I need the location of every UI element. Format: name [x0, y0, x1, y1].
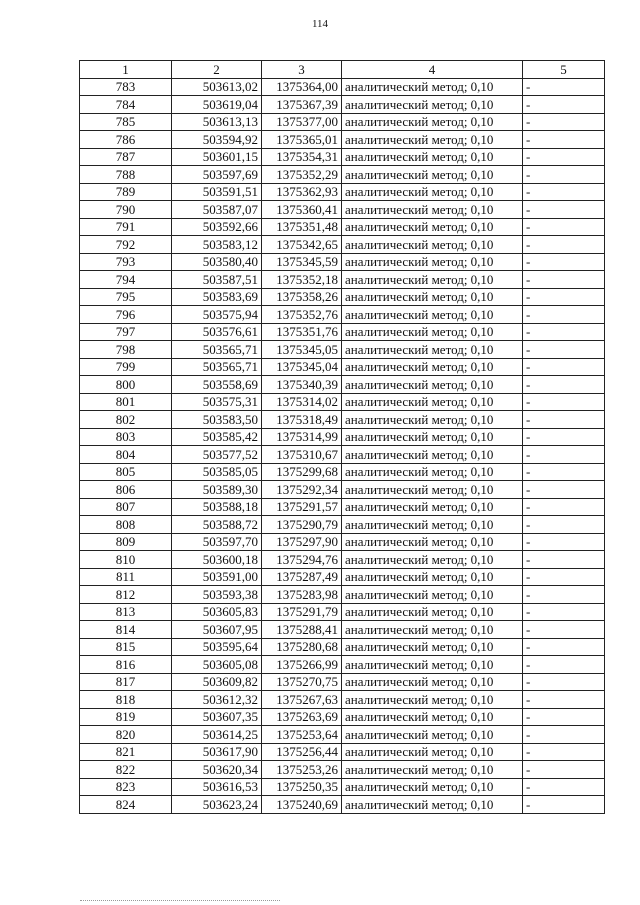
y-coordinate-cell: 1375377,00: [262, 113, 342, 131]
x-coordinate-cell: 503576,61: [172, 323, 262, 341]
method-accuracy-cell: аналитический метод; 0,10: [342, 761, 523, 779]
table-row: [80, 183, 605, 201]
point-number-cell: 811: [80, 568, 172, 586]
x-coordinate-cell: 503587,07: [172, 201, 262, 219]
x-coordinate-cell: 503589,30: [172, 481, 262, 499]
y-coordinate-cell: 1375318,49: [262, 411, 342, 429]
x-coordinate-cell: 503607,95: [172, 621, 262, 639]
note-cell: -: [523, 463, 605, 481]
y-coordinate-cell: 1375352,29: [262, 166, 342, 184]
y-coordinate-cell: 1375351,48: [262, 218, 342, 236]
page-number: 114: [311, 18, 329, 30]
method-accuracy-cell: аналитический метод; 0,10: [342, 323, 523, 341]
point-number-cell: 812: [80, 586, 172, 604]
note-cell: -: [523, 778, 605, 796]
x-coordinate-cell: 503583,69: [172, 288, 262, 306]
method-accuracy-cell: аналитический метод; 0,10: [342, 551, 523, 569]
table-row: [80, 428, 605, 446]
table-header: [80, 61, 605, 79]
y-coordinate-cell: 1375364,00: [262, 78, 342, 96]
header-col-5: 5: [523, 61, 605, 79]
table-row: [80, 656, 605, 674]
point-number-cell: 804: [80, 446, 172, 464]
method-accuracy-cell: аналитический метод; 0,10: [342, 533, 523, 551]
note-cell: -: [523, 341, 605, 359]
point-number-cell: 823: [80, 778, 172, 796]
table-row: [80, 218, 605, 236]
note-cell: -: [523, 691, 605, 709]
table-body: [80, 78, 605, 813]
y-coordinate-cell: 1375287,49: [262, 568, 342, 586]
y-coordinate-cell: 1375250,35: [262, 778, 342, 796]
note-cell: -: [523, 78, 605, 96]
note-cell: -: [523, 568, 605, 586]
point-number-cell: 821: [80, 743, 172, 761]
y-coordinate-cell: 1375253,64: [262, 726, 342, 744]
point-number-cell: 802: [80, 411, 172, 429]
note-cell: -: [523, 393, 605, 411]
point-number-cell: 824: [80, 796, 172, 814]
note-cell: -: [523, 236, 605, 254]
method-accuracy-cell: аналитический метод; 0,10: [342, 638, 523, 656]
table-row: [80, 288, 605, 306]
y-coordinate-cell: 1375358,26: [262, 288, 342, 306]
x-coordinate-cell: 503600,18: [172, 551, 262, 569]
method-accuracy-cell: аналитический метод; 0,10: [342, 288, 523, 306]
method-accuracy-cell: аналитический метод; 0,10: [342, 516, 523, 534]
point-number-cell: 813: [80, 603, 172, 621]
point-number-cell: 799: [80, 358, 172, 376]
header-col-3: 3: [262, 61, 342, 79]
y-coordinate-cell: 1375365,01: [262, 131, 342, 149]
table-row: [80, 376, 605, 394]
point-number-cell: 805: [80, 463, 172, 481]
x-coordinate-cell: 503595,64: [172, 638, 262, 656]
point-number-cell: 787: [80, 148, 172, 166]
note-cell: -: [523, 183, 605, 201]
x-coordinate-cell: 503588,72: [172, 516, 262, 534]
table-row: [80, 586, 605, 604]
point-number-cell: 819: [80, 708, 172, 726]
table-row: [80, 603, 605, 621]
point-number-cell: 822: [80, 761, 172, 779]
method-accuracy-cell: аналитический метод; 0,10: [342, 131, 523, 149]
table-row: [80, 463, 605, 481]
note-cell: -: [523, 656, 605, 674]
method-accuracy-cell: аналитический метод; 0,10: [342, 621, 523, 639]
table-row: [80, 271, 605, 289]
y-coordinate-cell: 1375299,68: [262, 463, 342, 481]
note-cell: -: [523, 271, 605, 289]
table-row: [80, 236, 605, 254]
y-coordinate-cell: 1375253,26: [262, 761, 342, 779]
method-accuracy-cell: аналитический метод; 0,10: [342, 236, 523, 254]
y-coordinate-cell: 1375294,76: [262, 551, 342, 569]
point-number-cell: 803: [80, 428, 172, 446]
point-number-cell: 794: [80, 271, 172, 289]
header-col-1: 1: [80, 61, 172, 79]
note-cell: -: [523, 306, 605, 324]
note-cell: -: [523, 551, 605, 569]
point-number-cell: 808: [80, 516, 172, 534]
point-number-cell: 816: [80, 656, 172, 674]
table-row: [80, 446, 605, 464]
y-coordinate-cell: 1375314,02: [262, 393, 342, 411]
note-cell: -: [523, 218, 605, 236]
table-row: [80, 411, 605, 429]
table-row: [80, 498, 605, 516]
method-accuracy-cell: аналитический метод; 0,10: [342, 428, 523, 446]
point-number-cell: 818: [80, 691, 172, 709]
header-col-4: 4: [342, 61, 523, 79]
y-coordinate-cell: 1375351,76: [262, 323, 342, 341]
x-coordinate-cell: 503575,94: [172, 306, 262, 324]
x-coordinate-cell: 503558,69: [172, 376, 262, 394]
x-coordinate-cell: 503593,38: [172, 586, 262, 604]
note-cell: -: [523, 726, 605, 744]
point-number-cell: 784: [80, 96, 172, 114]
y-coordinate-cell: 1375263,69: [262, 708, 342, 726]
table-row: [80, 568, 605, 586]
x-coordinate-cell: 503580,40: [172, 253, 262, 271]
y-coordinate-cell: 1375345,05: [262, 341, 342, 359]
note-cell: -: [523, 358, 605, 376]
method-accuracy-cell: аналитический метод; 0,10: [342, 393, 523, 411]
y-coordinate-cell: 1375283,98: [262, 586, 342, 604]
note-cell: -: [523, 446, 605, 464]
x-coordinate-cell: 503612,32: [172, 691, 262, 709]
note-cell: -: [523, 743, 605, 761]
y-coordinate-cell: 1375352,76: [262, 306, 342, 324]
x-coordinate-cell: 503614,25: [172, 726, 262, 744]
table-row: [80, 358, 605, 376]
method-accuracy-cell: аналитический метод; 0,10: [342, 218, 523, 236]
point-number-cell: 790: [80, 201, 172, 219]
table-row: [80, 708, 605, 726]
note-cell: -: [523, 796, 605, 814]
x-coordinate-cell: 503565,71: [172, 341, 262, 359]
note-cell: -: [523, 516, 605, 534]
x-coordinate-cell: 503619,04: [172, 96, 262, 114]
point-number-cell: 791: [80, 218, 172, 236]
table-row: [80, 796, 605, 814]
table-row: [80, 78, 605, 96]
method-accuracy-cell: аналитический метод; 0,10: [342, 166, 523, 184]
table-row: [80, 166, 605, 184]
table-row: [80, 743, 605, 761]
x-coordinate-cell: 503605,08: [172, 656, 262, 674]
y-coordinate-cell: 1375310,67: [262, 446, 342, 464]
method-accuracy-cell: аналитический метод; 0,10: [342, 253, 523, 271]
x-coordinate-cell: 503613,02: [172, 78, 262, 96]
point-number-cell: 817: [80, 673, 172, 691]
x-coordinate-cell: 503587,51: [172, 271, 262, 289]
point-number-cell: 785: [80, 113, 172, 131]
note-cell: -: [523, 288, 605, 306]
method-accuracy-cell: аналитический метод; 0,10: [342, 568, 523, 586]
x-coordinate-cell: 503585,05: [172, 463, 262, 481]
method-accuracy-cell: аналитический метод; 0,10: [342, 306, 523, 324]
method-accuracy-cell: аналитический метод; 0,10: [342, 498, 523, 516]
note-cell: -: [523, 411, 605, 429]
table-row: [80, 113, 605, 131]
coordinates-table: [79, 60, 605, 814]
x-coordinate-cell: 503583,50: [172, 411, 262, 429]
method-accuracy-cell: аналитический метод; 0,10: [342, 183, 523, 201]
note-cell: -: [523, 376, 605, 394]
note-cell: -: [523, 498, 605, 516]
y-coordinate-cell: 1375345,04: [262, 358, 342, 376]
method-accuracy-cell: аналитический метод; 0,10: [342, 586, 523, 604]
note-cell: -: [523, 673, 605, 691]
method-accuracy-cell: аналитический метод; 0,10: [342, 148, 523, 166]
x-coordinate-cell: 503617,90: [172, 743, 262, 761]
note-cell: -: [523, 166, 605, 184]
y-coordinate-cell: 1375340,39: [262, 376, 342, 394]
x-coordinate-cell: 503585,42: [172, 428, 262, 446]
method-accuracy-cell: аналитический метод; 0,10: [342, 341, 523, 359]
method-accuracy-cell: аналитический метод; 0,10: [342, 656, 523, 674]
y-coordinate-cell: 1375240,69: [262, 796, 342, 814]
point-number-cell: 801: [80, 393, 172, 411]
table-row: [80, 638, 605, 656]
point-number-cell: 797: [80, 323, 172, 341]
table-row: [80, 323, 605, 341]
table-row: [80, 306, 605, 324]
y-coordinate-cell: 1375291,57: [262, 498, 342, 516]
point-number-cell: 809: [80, 533, 172, 551]
table-row: [80, 761, 605, 779]
y-coordinate-cell: 1375288,41: [262, 621, 342, 639]
table-row: [80, 481, 605, 499]
point-number-cell: 788: [80, 166, 172, 184]
table-row: [80, 96, 605, 114]
y-coordinate-cell: 1375360,41: [262, 201, 342, 219]
footer-marks: [80, 900, 280, 902]
method-accuracy-cell: аналитический метод; 0,10: [342, 113, 523, 131]
method-accuracy-cell: аналитический метод; 0,10: [342, 673, 523, 691]
x-coordinate-cell: 503592,66: [172, 218, 262, 236]
x-coordinate-cell: 503594,92: [172, 131, 262, 149]
x-coordinate-cell: 503601,15: [172, 148, 262, 166]
method-accuracy-cell: аналитический метод; 0,10: [342, 778, 523, 796]
method-accuracy-cell: аналитический метод; 0,10: [342, 796, 523, 814]
table-row: [80, 131, 605, 149]
note-cell: -: [523, 201, 605, 219]
note-cell: -: [523, 428, 605, 446]
note-cell: -: [523, 481, 605, 499]
y-coordinate-cell: 1375362,93: [262, 183, 342, 201]
y-coordinate-cell: 1375314,99: [262, 428, 342, 446]
header-col-2: 2: [172, 61, 262, 79]
method-accuracy-cell: аналитический метод; 0,10: [342, 411, 523, 429]
note-cell: -: [523, 96, 605, 114]
point-number-cell: 815: [80, 638, 172, 656]
method-accuracy-cell: аналитический метод; 0,10: [342, 726, 523, 744]
method-accuracy-cell: аналитический метод; 0,10: [342, 446, 523, 464]
point-number-cell: 792: [80, 236, 172, 254]
y-coordinate-cell: 1375354,31: [262, 148, 342, 166]
y-coordinate-cell: 1375297,90: [262, 533, 342, 551]
note-cell: -: [523, 603, 605, 621]
method-accuracy-cell: аналитический метод; 0,10: [342, 743, 523, 761]
method-accuracy-cell: аналитический метод; 0,10: [342, 96, 523, 114]
note-cell: -: [523, 323, 605, 341]
note-cell: -: [523, 131, 605, 149]
point-number-cell: 814: [80, 621, 172, 639]
y-coordinate-cell: 1375270,75: [262, 673, 342, 691]
note-cell: -: [523, 253, 605, 271]
note-cell: -: [523, 761, 605, 779]
x-coordinate-cell: 503565,71: [172, 358, 262, 376]
method-accuracy-cell: аналитический метод; 0,10: [342, 708, 523, 726]
y-coordinate-cell: 1375280,68: [262, 638, 342, 656]
x-coordinate-cell: 503605,83: [172, 603, 262, 621]
y-coordinate-cell: 1375266,99: [262, 656, 342, 674]
point-number-cell: 798: [80, 341, 172, 359]
note-cell: -: [523, 148, 605, 166]
y-coordinate-cell: 1375352,18: [262, 271, 342, 289]
point-number-cell: 793: [80, 253, 172, 271]
point-number-cell: 820: [80, 726, 172, 744]
point-number-cell: 795: [80, 288, 172, 306]
point-number-cell: 807: [80, 498, 172, 516]
table-row: [80, 778, 605, 796]
note-cell: -: [523, 533, 605, 551]
x-coordinate-cell: 503613,13: [172, 113, 262, 131]
note-cell: -: [523, 708, 605, 726]
x-coordinate-cell: 503597,69: [172, 166, 262, 184]
method-accuracy-cell: аналитический метод; 0,10: [342, 271, 523, 289]
point-number-cell: 810: [80, 551, 172, 569]
table-row: [80, 691, 605, 709]
note-cell: -: [523, 586, 605, 604]
y-coordinate-cell: 1375345,59: [262, 253, 342, 271]
table-row: [80, 533, 605, 551]
note-cell: -: [523, 113, 605, 131]
x-coordinate-cell: 503607,35: [172, 708, 262, 726]
table-row: [80, 621, 605, 639]
table-row: [80, 201, 605, 219]
y-coordinate-cell: 1375256,44: [262, 743, 342, 761]
method-accuracy-cell: аналитический метод; 0,10: [342, 481, 523, 499]
method-accuracy-cell: аналитический метод; 0,10: [342, 78, 523, 96]
table-row: [80, 726, 605, 744]
table-row: [80, 393, 605, 411]
point-number-cell: 786: [80, 131, 172, 149]
x-coordinate-cell: 503616,53: [172, 778, 262, 796]
method-accuracy-cell: аналитический метод; 0,10: [342, 463, 523, 481]
x-coordinate-cell: 503577,52: [172, 446, 262, 464]
point-number-cell: 806: [80, 481, 172, 499]
method-accuracy-cell: аналитический метод; 0,10: [342, 691, 523, 709]
x-coordinate-cell: 503597,70: [172, 533, 262, 551]
point-number-cell: 783: [80, 78, 172, 96]
point-number-cell: 800: [80, 376, 172, 394]
table-row: [80, 253, 605, 271]
method-accuracy-cell: аналитический метод; 0,10: [342, 376, 523, 394]
x-coordinate-cell: 503575,31: [172, 393, 262, 411]
table-row: [80, 516, 605, 534]
y-coordinate-cell: 1375290,79: [262, 516, 342, 534]
method-accuracy-cell: аналитический метод; 0,10: [342, 603, 523, 621]
table-row: [80, 673, 605, 691]
x-coordinate-cell: 503591,00: [172, 568, 262, 586]
note-cell: -: [523, 621, 605, 639]
y-coordinate-cell: 1375342,65: [262, 236, 342, 254]
x-coordinate-cell: 503609,82: [172, 673, 262, 691]
table-row: [80, 551, 605, 569]
y-coordinate-cell: 1375267,63: [262, 691, 342, 709]
point-number-cell: 789: [80, 183, 172, 201]
table-row: [80, 341, 605, 359]
y-coordinate-cell: 1375292,34: [262, 481, 342, 499]
x-coordinate-cell: 503588,18: [172, 498, 262, 516]
x-coordinate-cell: 503591,51: [172, 183, 262, 201]
y-coordinate-cell: 1375367,39: [262, 96, 342, 114]
header-row: [80, 61, 605, 79]
point-number-cell: 796: [80, 306, 172, 324]
method-accuracy-cell: аналитический метод; 0,10: [342, 358, 523, 376]
x-coordinate-cell: 503583,12: [172, 236, 262, 254]
x-coordinate-cell: 503623,24: [172, 796, 262, 814]
note-cell: -: [523, 638, 605, 656]
table-row: [80, 148, 605, 166]
y-coordinate-cell: 1375291,79: [262, 603, 342, 621]
x-coordinate-cell: 503620,34: [172, 761, 262, 779]
method-accuracy-cell: аналитический метод; 0,10: [342, 201, 523, 219]
